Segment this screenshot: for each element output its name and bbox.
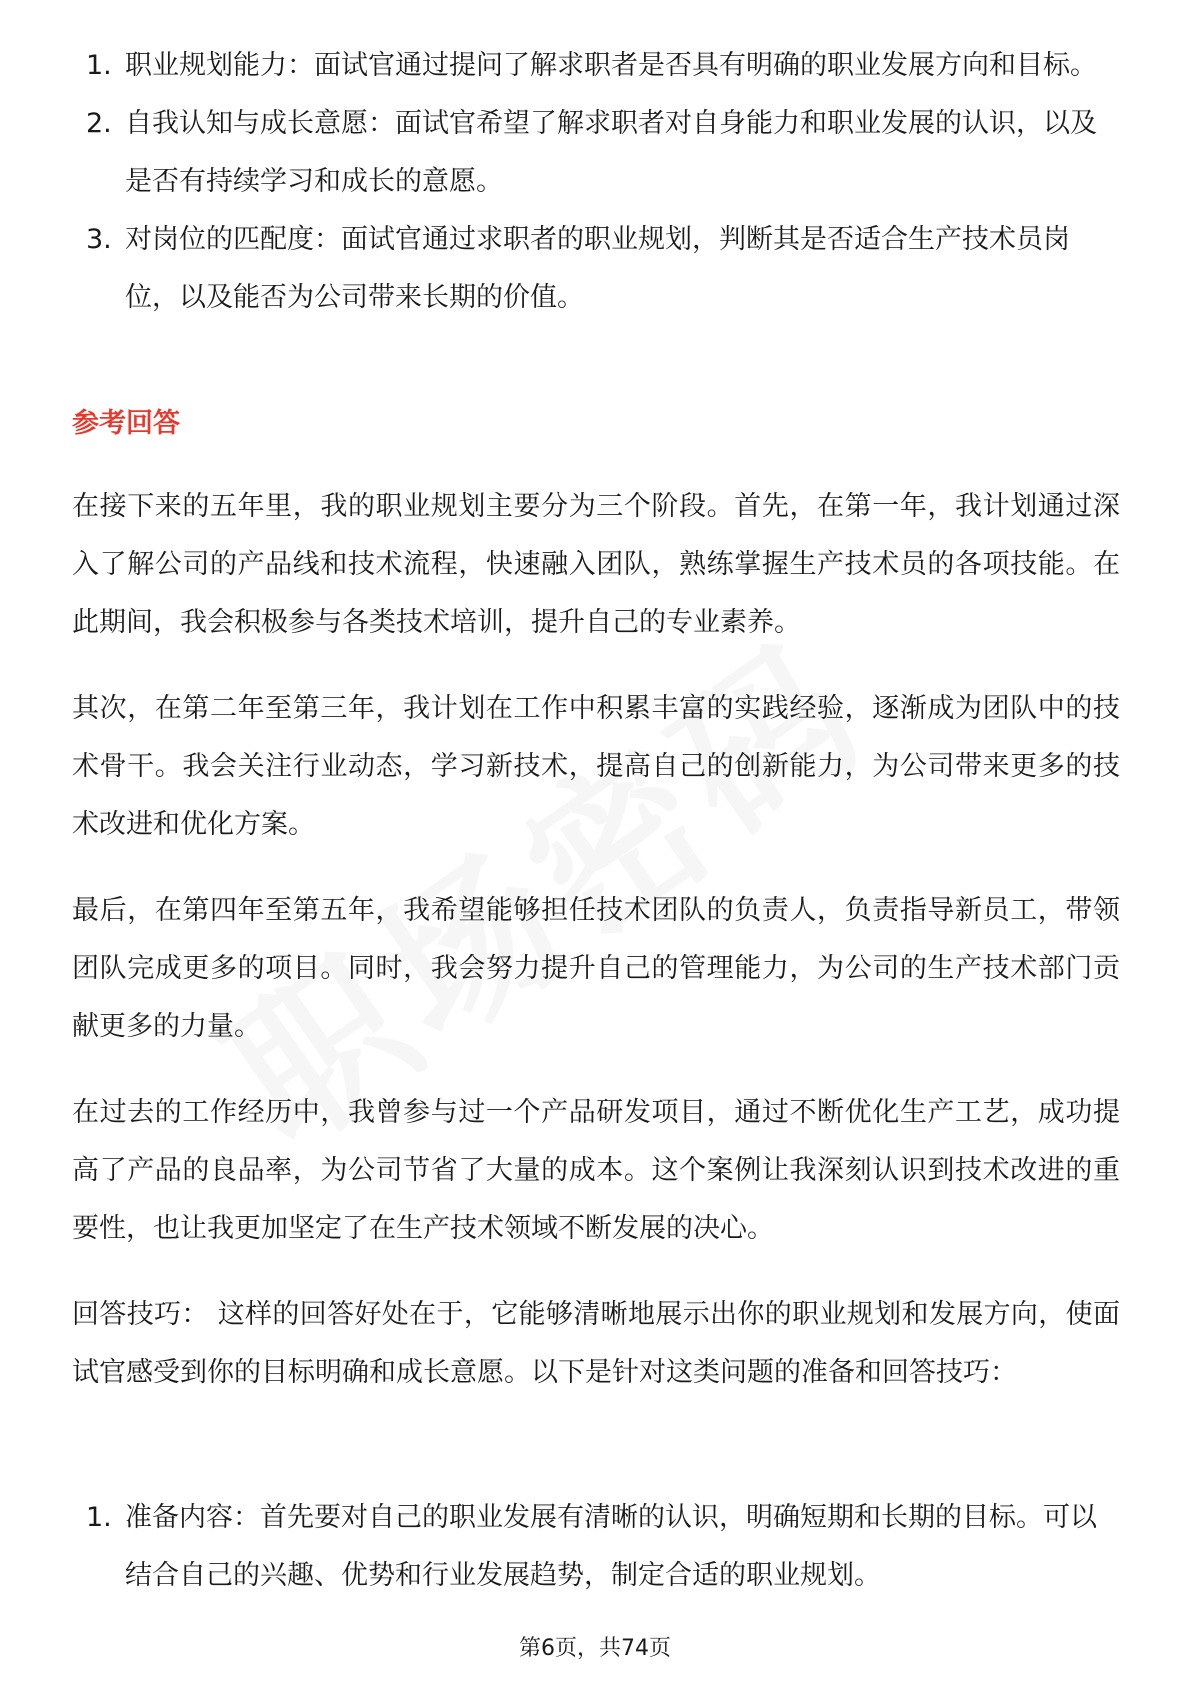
list-item <box>72 1489 1117 1605</box>
answer-paragraph: 在过去的工作经历中，我曾参与过一个产品研发项目，通过不断优化生产工艺，成功提高了产品的良品率，为公司节省了大量的成本。这个案例让我深刻认识到技术改进的重要性，也让我更加坚定了在生产技术领域不断发展的决心。 <box>72 1097 1120 1244</box>
answer-paragraph: 最后，在第四年至第五年，我希望能够担任技术团队的负责人，负责指导新员工，带领团队完成更多的项目。同时，我会努力提升自己的管理能力，为公司的生产技术部门贡献更多的力量。 <box>72 895 1120 1042</box>
list-item <box>72 37 1117 95</box>
interview-focus-list <box>72 37 1117 327</box>
list-number: 1. <box>86 50 112 81</box>
list-number: 1. <box>86 1502 112 1533</box>
page-number: 第6页，共74页 <box>519 1636 671 1661</box>
answer-paragraph: 在接下来的五年里，我的职业规划主要分为三个阶段。首先，在第一年，我计划通过深入了解公司的产品线和技术流程，快速融入团队，熟练掌握生产技术员的各项技能。在此期间，我会积极参与各类技术培训，提升自己的专业素养。 <box>72 491 1120 638</box>
tips-list <box>72 1489 1117 1605</box>
list-item-text: 对岗位的匹配度：面试官通过求职者的职业规划，判断其是否适合生产技术员岗位，以及能否为公司带来长期的价值。 <box>125 224 1070 313</box>
list-item <box>72 95 1117 211</box>
list-item <box>72 211 1117 327</box>
section-heading: 参考回答 <box>72 408 180 439</box>
tips-paragraph: 回答技巧： 这样的回答好处在于，它能够清晰地展示出你的职业规划和发展方向，使面试官感受到你的目标明确和成长意愿。以下是针对这类问题的准备和回答技巧： <box>72 1299 1120 1388</box>
list-item-text: 准备内容：首先要对自己的职业发展有清晰的认识，明确短期和长期的目标。可以结合自己的兴趣、优势和行业发展趋势，制定合适的职业规划。 <box>125 1502 1097 1591</box>
list-number: 2. <box>86 108 112 139</box>
list-item-text: 自我认知与成长意愿：面试官希望了解求职者对自身能力和职业发展的认识，以及是否有持续学习和成长的意愿。 <box>125 108 1097 197</box>
list-item-text: 职业规划能力：面试官通过提问了解求职者是否具有明确的职业发展方向和目标。 <box>125 50 1097 81</box>
list-number: 3. <box>86 224 112 255</box>
answer-paragraph: 其次，在第二年至第三年，我计划在工作中积累丰富的实践经验，逐渐成为团队中的技术骨干。我会关注行业动态，学习新技术，提高自己的创新能力，为公司带来更多的技术改进和优化方案。 <box>72 693 1120 840</box>
